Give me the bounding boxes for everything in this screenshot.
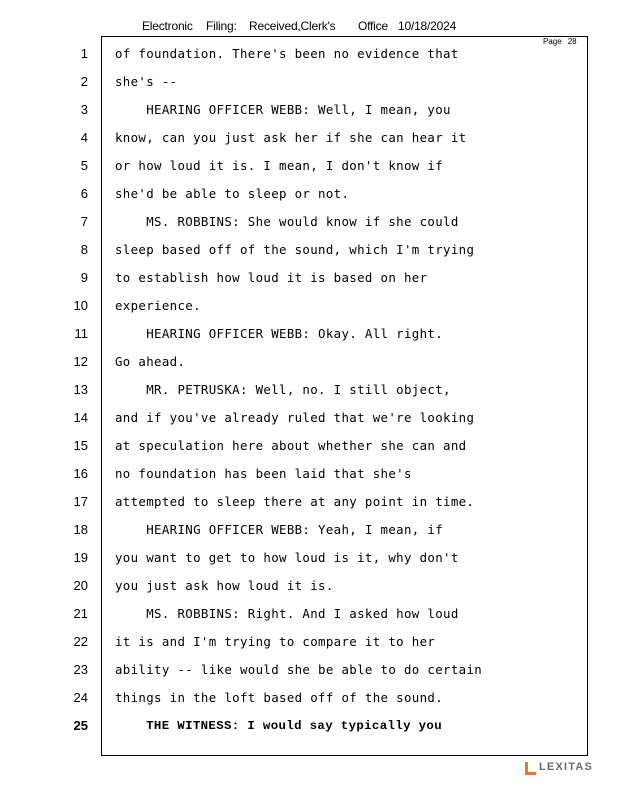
- logo-text: LEXITAS: [539, 760, 594, 773]
- line-text: HEARING OFFICER WEBB: Well, I mean, you: [115, 102, 451, 117]
- line-number: 6: [80, 186, 88, 201]
- line-text: of foundation. There's been no evidence that: [115, 46, 459, 61]
- line-text: Go ahead.: [115, 354, 186, 369]
- line-number: 17: [73, 494, 88, 509]
- line-number: 12: [73, 354, 88, 369]
- line-text: you want to get to how loud is it, why don't: [115, 550, 459, 565]
- line-text: no foundation has been laid that she's: [115, 466, 412, 481]
- line-text: HEARING OFFICER WEBB: Okay. All right.: [115, 326, 444, 341]
- line-number: 14: [73, 410, 88, 425]
- lexitas-logo: [524, 759, 593, 777]
- line-number: 24: [73, 690, 88, 705]
- line-text: and if you've already ruled that we're looking: [115, 410, 475, 425]
- line-text: sleep based off of the sound, which I'm trying: [115, 242, 475, 257]
- line-text: MS. ROBBINS: She would know if she could: [115, 214, 459, 229]
- line-text: MS. ROBBINS: Right. And I asked how loud: [115, 606, 459, 621]
- line-text: HEARING OFFICER WEBB: Yeah, I mean, if: [115, 522, 444, 537]
- line-number: 4: [80, 130, 88, 145]
- line-text: you just ask how loud it is.: [115, 578, 334, 593]
- line-number: 20: [73, 578, 88, 593]
- line-text: know, can you just ask her if she can hear it: [115, 130, 467, 145]
- stamp-electronic: Electronic: [142, 19, 193, 33]
- line-number: 1: [80, 46, 88, 61]
- line-number: 5: [80, 158, 88, 173]
- line-number: 19: [73, 550, 88, 565]
- stamp-office: Office: [358, 19, 388, 33]
- line-number: 15: [73, 438, 88, 453]
- line-number: 23: [73, 662, 88, 677]
- line-text: to establish how loud it is based on her: [115, 270, 428, 285]
- stamp-date: 10/18/2024: [398, 19, 457, 33]
- line-number: 25: [73, 718, 88, 733]
- line-text: or how loud it is. I mean, I don't know if: [115, 158, 444, 173]
- e-filing-stamp: [0, 19, 618, 37]
- line-text: MR. PETRUSKA: Well, no. I still object,: [115, 382, 451, 397]
- line-text: she's --: [115, 74, 178, 89]
- line-text: things in the loft based off of the sound.: [115, 690, 444, 705]
- line-number: 18: [73, 522, 88, 537]
- line-text: at speculation here about whether she can and: [115, 438, 467, 453]
- stamp-received: Received,Clerk's: [249, 19, 336, 33]
- page-label: [543, 37, 583, 46]
- line-number: 21: [73, 606, 88, 621]
- line-number: 9: [80, 270, 88, 285]
- page-word: Page: [543, 37, 562, 46]
- line-number: 16: [73, 466, 88, 481]
- line-text: it is and I'm trying to compare it to her: [115, 634, 436, 649]
- stamp-filing: Filing:: [206, 19, 237, 33]
- line-number: 22: [73, 634, 88, 649]
- page-number: 28: [567, 37, 577, 46]
- line-text: ability -- like would she be able to do certain: [115, 662, 483, 677]
- line-number: 10: [73, 298, 88, 313]
- lexitas-mark-icon: [524, 761, 537, 776]
- line-number: 7: [80, 214, 88, 229]
- line-number: 2: [80, 74, 88, 89]
- line-text: attempted to sleep there at any point in time.: [115, 494, 475, 509]
- line-text: THE WITNESS: I would say typically you: [115, 719, 442, 733]
- line-number: 13: [73, 382, 88, 397]
- line-text: experience.: [115, 298, 201, 313]
- line-number: 8: [80, 242, 88, 257]
- line-text: she'd be able to sleep or not.: [115, 186, 350, 201]
- line-number: 3: [80, 102, 88, 117]
- line-number: 11: [74, 326, 88, 341]
